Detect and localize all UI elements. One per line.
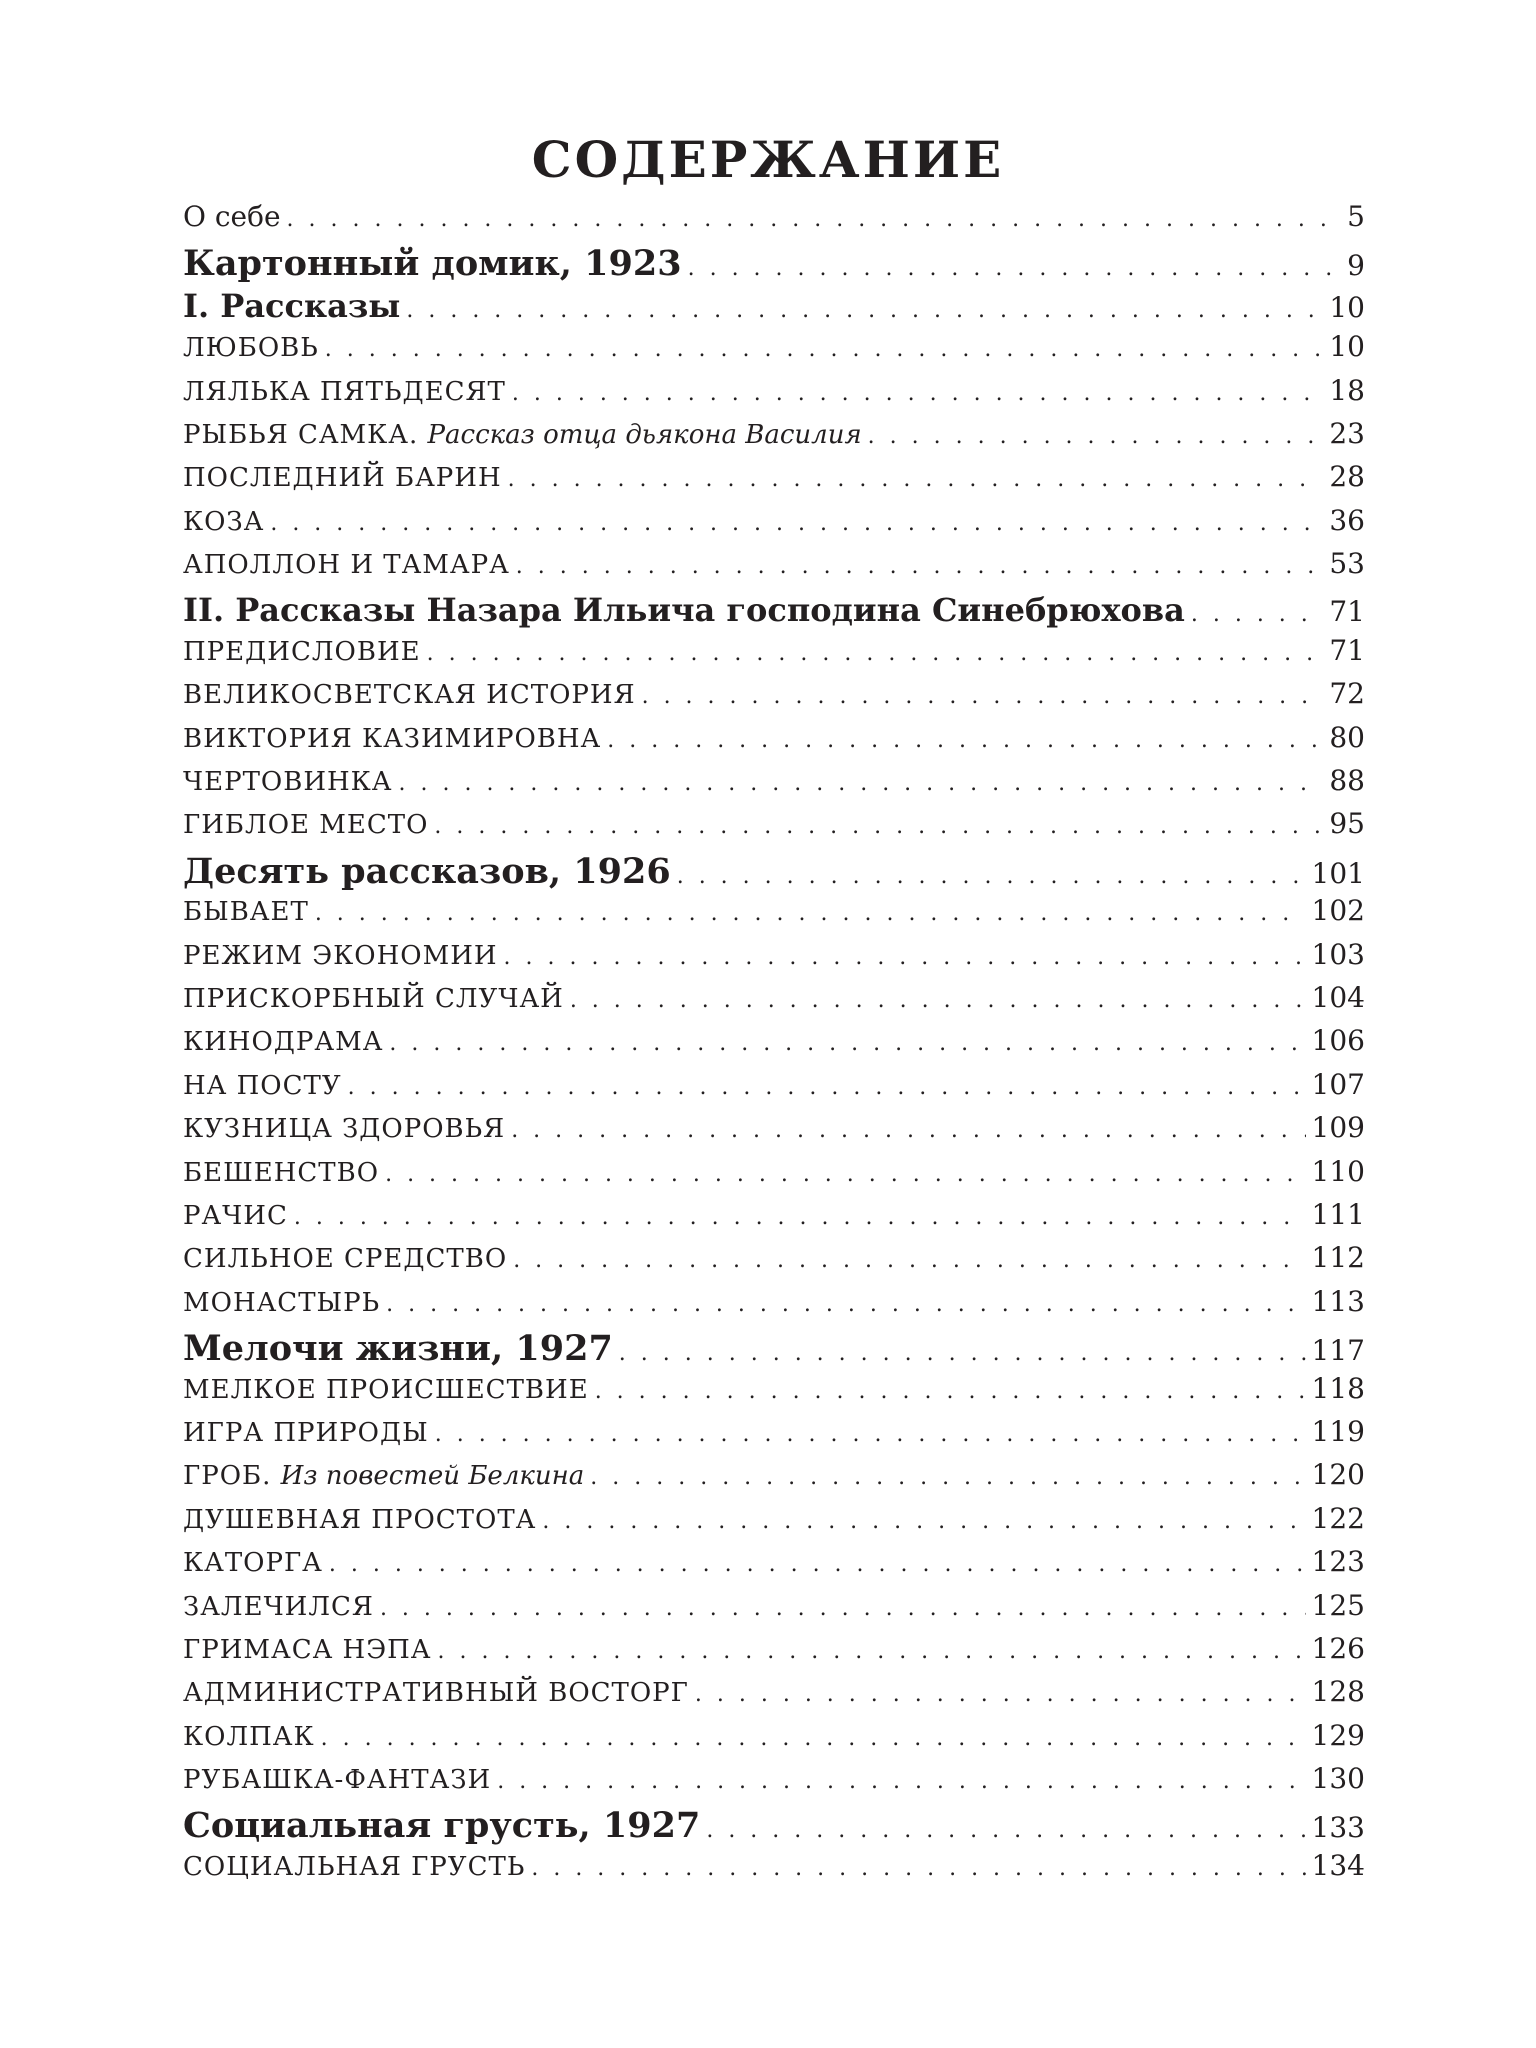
dot-leader [399, 767, 1324, 797]
toc-entry-title [183, 1418, 429, 1448]
toc-entry-title [183, 1548, 323, 1578]
toc-entry-label: ПРЕДИСЛОВИЕ [183, 636, 421, 667]
dot-leader [706, 1806, 1305, 1846]
toc-page-number: 80 [1329, 720, 1365, 754]
toc-entry[interactable] [183, 1502, 1365, 1545]
toc-entry[interactable] [183, 938, 1365, 981]
toc-entry-title [183, 1027, 383, 1057]
toc-entry-label: ПРИСКОРБНЫЙ СЛУЧАЙ [183, 984, 564, 1015]
dot-leader [437, 1635, 1305, 1665]
toc-page-number: 133 [1311, 1811, 1365, 1845]
toc-entry[interactable] [183, 374, 1365, 417]
toc-entry-label: РЕЖИМ ЭКОНОМИИ [183, 940, 498, 971]
toc-page-number: 109 [1311, 1111, 1365, 1145]
dot-leader [435, 1418, 1306, 1448]
toc-entry-title [183, 1375, 589, 1405]
dot-leader [389, 1027, 1305, 1057]
toc-entry[interactable] [183, 1328, 1365, 1371]
toc-entry-label: ДУШЕВНАЯ ПРОСТОТА [183, 1504, 537, 1535]
toc-entry-title [183, 1328, 613, 1369]
dot-leader [497, 1765, 1305, 1795]
toc-entry-label: ВИКТОРИЯ КАЗИМИРОВНА [183, 723, 602, 754]
toc-entry-label: КИНОДРАМА [183, 1027, 384, 1058]
toc-entry-label: РУБАШКА-ФАНТАЗИ [183, 1765, 492, 1796]
toc-entry-title [183, 1114, 505, 1144]
toc-entry[interactable] [183, 1111, 1365, 1154]
dot-leader [642, 680, 1324, 710]
toc-entry-label: Картонный домик, 1923 [183, 243, 682, 285]
toc-page-number: 23 [1329, 416, 1365, 450]
toc-entry-title [183, 1158, 379, 1188]
dot-leader [511, 1114, 1305, 1144]
dot-leader [570, 984, 1306, 1014]
toc-entry-title [183, 984, 564, 1014]
toc-entry-label: ВЕЛИКОСВЕТСКАЯ ИСТОРИЯ [183, 680, 636, 711]
toc-page-number: 72 [1329, 677, 1365, 711]
dot-leader [531, 1852, 1305, 1882]
toc-entry[interactable] [183, 981, 1365, 1024]
toc-entry-label: КОЗА [183, 506, 265, 537]
toc-entry-label: КОЛПАК [183, 1721, 315, 1752]
page-title: СОДЕРЖАНИЕ [531, 130, 1005, 189]
toc-page-number: 88 [1329, 764, 1365, 798]
dot-leader [513, 1244, 1305, 1274]
toc-entry-label: Десять рассказов, 1926 [183, 850, 671, 892]
toc-entry-label: ГИБЛОЕ МЕСТО [183, 810, 429, 841]
toc-entry-label: ГРИМАСА НЭПА [183, 1634, 432, 1665]
toc-page-number: 104 [1311, 981, 1365, 1015]
toc-page-number: 28 [1329, 460, 1365, 494]
toc-entry-label: АДМИНИСТРАТИВНЫЙ ВОСТОРГ [183, 1678, 689, 1709]
toc-entry-title [183, 851, 671, 892]
toc-page-number: 125 [1311, 1588, 1365, 1622]
toc-entry[interactable] [183, 634, 1365, 677]
toc-entry-subtitle: Рассказ отца дьякона Василия [427, 419, 862, 450]
toc-entry-title [183, 591, 1185, 629]
dot-leader [385, 1158, 1305, 1188]
toc-entry-label: I. Рассказы [183, 286, 401, 325]
dot-leader [287, 200, 1342, 233]
toc-page-number: 107 [1311, 1067, 1365, 1101]
toc-entry-label: МОНАСТЫРЬ [183, 1287, 381, 1318]
toc-entry-label: КУЗНИЦА ЗДОРОВЬЯ [183, 1114, 506, 1145]
toc-entry-title [183, 1765, 491, 1795]
toc-entry-title [183, 1244, 507, 1274]
toc-entry[interactable] [183, 677, 1365, 720]
toc-entry-label: РЫБЬЯ САМКА. [183, 419, 419, 450]
dot-leader [504, 941, 1306, 971]
toc-entry-label: О себе [183, 200, 281, 233]
toc-page-number: 95 [1329, 807, 1365, 841]
toc-entry[interactable] [183, 1719, 1365, 1762]
toc-entry-title [183, 243, 682, 284]
dot-leader [677, 852, 1306, 892]
toc-entry[interactable] [183, 1805, 1365, 1848]
toc-page-number: 129 [1311, 1718, 1365, 1752]
toc-entry[interactable] [183, 1762, 1365, 1805]
toc-entry[interactable] [183, 417, 1365, 460]
toc-page-number: 130 [1311, 1762, 1365, 1796]
dot-leader [1191, 591, 1324, 629]
toc-entry-label: Социальная грусть, 1927 [183, 1805, 701, 1847]
toc-page-number: 126 [1311, 1631, 1365, 1665]
toc-entry[interactable] [183, 894, 1365, 937]
toc-page-number: 103 [1311, 937, 1365, 971]
dot-leader [868, 420, 1324, 450]
toc-entry-title [183, 287, 400, 325]
dot-leader [380, 1592, 1306, 1622]
dot-leader [329, 1548, 1306, 1578]
toc-entry-label: НА ПОСТУ [183, 1070, 342, 1101]
toc-entry-label: II. Рассказы Назара Ильича господина Синебрюхова [183, 590, 1185, 629]
toc-page-number: 134 [1311, 1848, 1365, 1882]
dot-leader [315, 897, 1306, 927]
toc-entry-title [183, 1678, 689, 1708]
toc-page-number: 117 [1311, 1334, 1365, 1368]
toc-entry-label: РАЧИС [183, 1200, 288, 1231]
dot-leader [434, 810, 1323, 840]
toc-entry-title [183, 1592, 374, 1622]
toc-entry[interactable] [183, 1849, 1365, 1892]
toc-entry-title [183, 767, 393, 797]
toc-entry-title [183, 200, 281, 233]
toc-entry[interactable] [183, 1632, 1365, 1675]
toc-page-number: 9 [1347, 249, 1365, 283]
dot-leader [512, 377, 1323, 407]
dot-leader [590, 1461, 1305, 1491]
dot-leader [325, 333, 1324, 363]
dot-leader [542, 1505, 1305, 1535]
toc-entry[interactable] [183, 1155, 1365, 1198]
toc-entry-label: ГРОБ. [183, 1461, 272, 1492]
toc-page-number: 111 [1311, 1197, 1365, 1231]
toc-page-number: 118 [1311, 1371, 1365, 1405]
toc-page-number: 18 [1329, 373, 1365, 407]
toc-entry-label: ЧЕРТОВИНКА [183, 767, 393, 798]
table-of-contents [183, 200, 1365, 1892]
toc-page-number: 123 [1311, 1545, 1365, 1579]
toc-entry-title [183, 420, 862, 450]
toc-entry-label: ПОСЛЕДНИЙ БАРИН [183, 463, 502, 494]
dot-leader [406, 287, 1323, 325]
toc-entry-title [183, 1288, 380, 1318]
toc-page-number: 102 [1311, 894, 1365, 928]
toc-entry-title [183, 941, 498, 971]
toc-entry-label: СОЦИАЛЬНАЯ ГРУСТЬ [183, 1851, 526, 1882]
toc-entry[interactable] [183, 1068, 1365, 1111]
toc-entry-label: БЫВАЕТ [183, 897, 309, 928]
toc-entry-title [183, 550, 510, 580]
toc-entry-title [183, 507, 264, 537]
toc-page-number: 53 [1329, 547, 1365, 581]
toc-entry[interactable] [183, 1241, 1365, 1284]
dot-leader [619, 1329, 1306, 1369]
toc-page-number: 10 [1329, 330, 1365, 364]
toc-entry-title [183, 1852, 525, 1882]
toc-entry[interactable] [183, 1589, 1365, 1632]
toc-entry[interactable] [183, 330, 1365, 373]
dot-leader [427, 637, 1324, 667]
toc-entry[interactable] [183, 504, 1365, 547]
toc-entry-label: АПОЛЛОН И ТАМАРА [183, 550, 510, 581]
dot-leader [595, 1375, 1306, 1405]
toc-entry-label: ЛЯЛЬКА ПЯТЬДЕСЯТ [183, 376, 506, 407]
dot-leader [688, 244, 1342, 284]
toc-entry[interactable] [183, 547, 1365, 590]
dot-leader [348, 1071, 1306, 1101]
toc-entry-title [183, 463, 502, 493]
toc-page-number: 112 [1311, 1241, 1365, 1275]
toc-page-number: 101 [1311, 856, 1365, 890]
toc-entry-title [183, 1505, 536, 1535]
toc-entry-label: ЗАЛЕЧИЛСЯ [183, 1591, 374, 1622]
toc-entry[interactable] [183, 851, 1365, 894]
toc-entry-title [183, 333, 319, 363]
dot-leader [508, 463, 1324, 493]
dot-leader [516, 550, 1324, 580]
toc-page-number: 119 [1311, 1414, 1365, 1448]
toc-entry-title [183, 637, 421, 667]
toc-entry-title [183, 897, 309, 927]
toc-entry[interactable] [183, 1372, 1365, 1415]
toc-page-number: 113 [1311, 1284, 1365, 1318]
toc-entry[interactable] [183, 721, 1365, 764]
dot-leader [386, 1288, 1305, 1318]
toc-entry-label: СИЛЬНОЕ СРЕДСТВО [183, 1244, 508, 1275]
toc-entry[interactable] [183, 764, 1365, 807]
toc-page-number: 10 [1329, 290, 1365, 324]
toc-page-number: 5 [1347, 200, 1365, 233]
dot-leader [607, 724, 1323, 754]
toc-page-number: 71 [1329, 594, 1365, 628]
toc-page-number: 36 [1329, 503, 1365, 537]
toc-page-number: 106 [1311, 1024, 1365, 1058]
toc-entry-label: ЛЮБОВЬ [183, 333, 319, 364]
toc-entry[interactable] [183, 460, 1365, 503]
toc-entry[interactable] [183, 1198, 1365, 1241]
toc-entry[interactable] [183, 1415, 1365, 1458]
toc-entry-title [183, 724, 601, 754]
toc-page-number: 122 [1311, 1501, 1365, 1535]
toc-entry[interactable] [183, 1545, 1365, 1588]
toc-entry[interactable] [183, 591, 1365, 634]
toc-entry-subtitle: Из повестей Белкина [280, 1461, 585, 1492]
toc-entry-title [183, 1461, 584, 1491]
toc-entry[interactable] [183, 1675, 1365, 1718]
dot-leader [321, 1722, 1306, 1752]
dot-leader [270, 507, 1323, 537]
toc-entry-title [183, 1805, 700, 1846]
toc-entry[interactable] [183, 243, 1365, 286]
toc-entry-label: МЕЛКОЕ ПРОИСШЕСТВИЕ [183, 1374, 589, 1405]
toc-entry-title [183, 680, 636, 710]
dot-leader [695, 1678, 1306, 1708]
toc-entry-label: ИГРА ПРИРОДЫ [183, 1417, 429, 1448]
toc-entry-label: КАТОРГА [183, 1548, 323, 1579]
toc-entry-title [183, 1722, 315, 1752]
toc-entry[interactable] [183, 1024, 1365, 1067]
toc-entry-title [183, 810, 428, 840]
dot-leader [294, 1201, 1306, 1231]
toc-page-number: 71 [1329, 633, 1365, 667]
toc-entry-title [183, 1201, 288, 1231]
toc-entry[interactable] [183, 1285, 1365, 1328]
toc-page-number: 128 [1311, 1675, 1365, 1709]
toc-page-number: 120 [1311, 1458, 1365, 1492]
toc-entry-label: БЕШЕНСТВО [183, 1157, 380, 1188]
toc-entry-label: Мелочи жизни, 1927 [183, 1328, 613, 1370]
toc-entry[interactable] [183, 1458, 1365, 1501]
toc-entry[interactable] [183, 200, 1365, 243]
toc-entry[interactable] [183, 287, 1365, 330]
toc-entry-title [183, 1071, 342, 1101]
toc-entry-title [183, 377, 506, 407]
toc-entry[interactable] [183, 807, 1365, 850]
toc-page-number: 110 [1311, 1154, 1365, 1188]
toc-entry-title [183, 1635, 431, 1665]
